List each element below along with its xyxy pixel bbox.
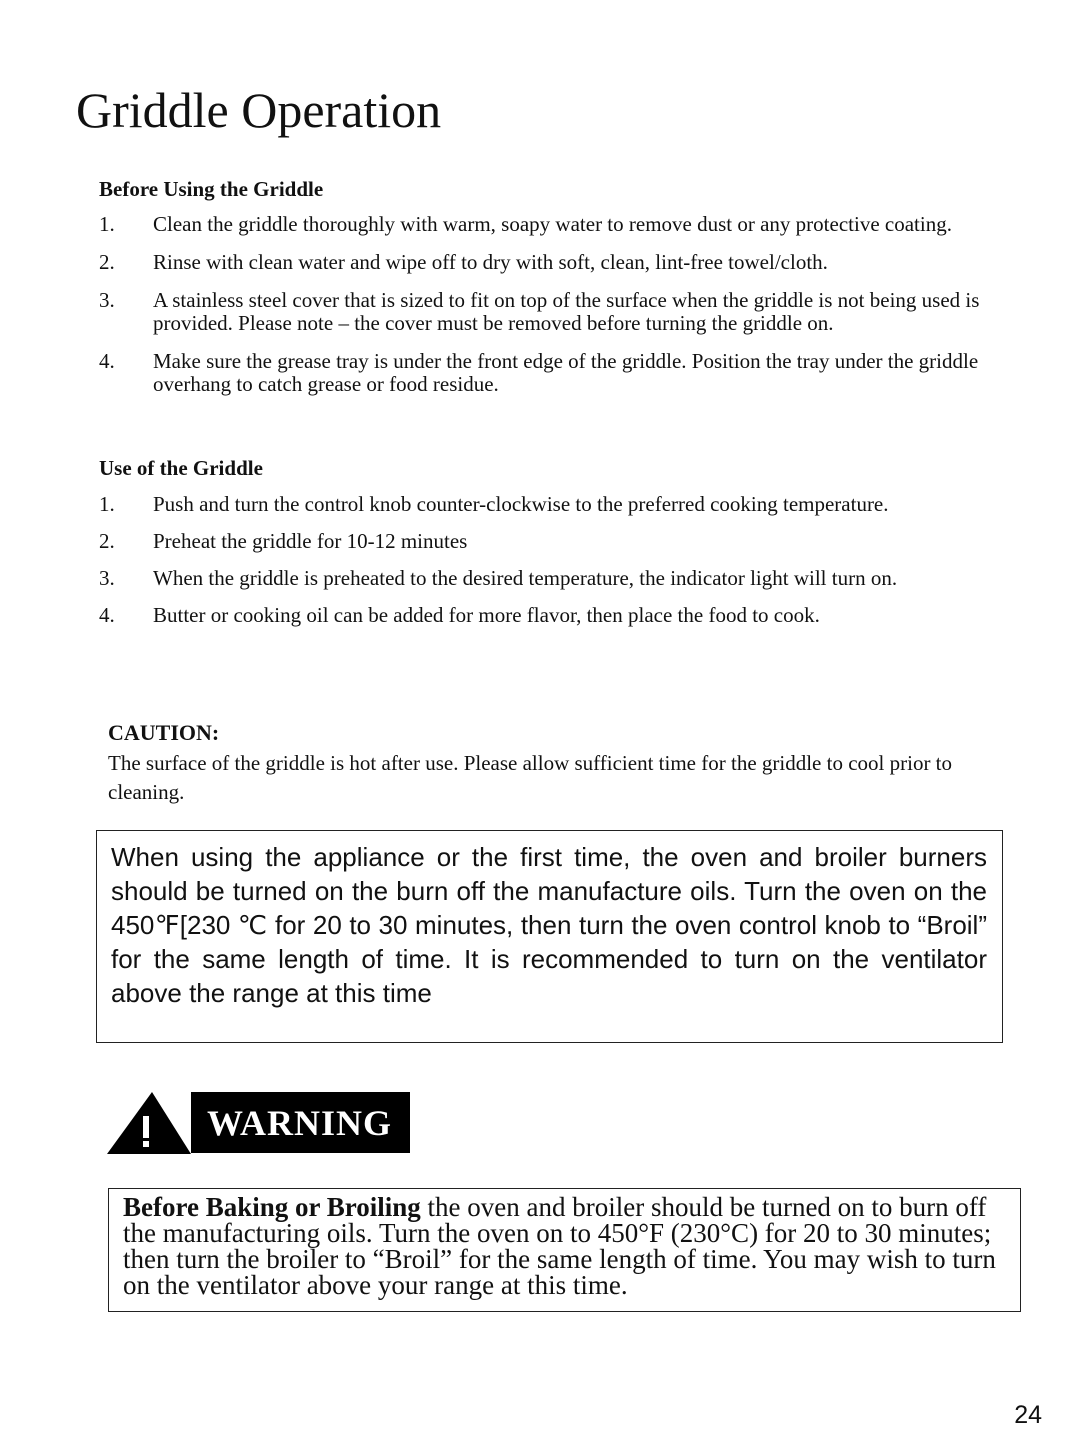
use-of-griddle-list	[99, 493, 1019, 627]
list-item	[99, 213, 1019, 236]
list-item	[99, 604, 1019, 627]
list-item	[99, 350, 1019, 396]
warning-text	[123, 1194, 1013, 1298]
list-item	[99, 530, 1019, 553]
list-item	[99, 493, 1019, 516]
list-item	[99, 251, 1019, 274]
list-text: When the griddle is preheated to the desired temperature, the indicator light will turn on.	[153, 566, 898, 590]
list-text: Clean the griddle thoroughly with warm, soapy water to remove dust or any protective coating.	[153, 212, 952, 236]
list-number: 3.	[99, 288, 115, 312]
list-number: 4.	[99, 603, 115, 627]
caution-title: CAUTION:	[108, 720, 220, 745]
list-item	[99, 567, 1019, 590]
warning-banner	[107, 1092, 410, 1154]
caution-text: The surface of the griddle is hot after use. Please allow sufficient time for the griddle to cool prior to cleaning.	[108, 751, 953, 804]
warning-box	[108, 1188, 1021, 1312]
list-text: Butter or cooking oil can be added for more flavor, then place the food to cook.	[153, 603, 820, 627]
page-number: 24	[1014, 1401, 1042, 1429]
list-text: Rinse with clean water and wipe off to dry with soft, clean, lint-free towel/cloth.	[153, 250, 828, 274]
list-item	[99, 289, 1019, 335]
list-number: 2.	[99, 529, 115, 553]
list-number: 2.	[99, 250, 115, 274]
list-text: Make sure the grease tray is under the front edge of the griddle. Position the tray under the griddle overhang to catch grease or food residue.	[153, 349, 979, 396]
list-text: Preheat the griddle for 10-12 minutes	[153, 529, 468, 553]
first-use-notice-text: When using the appliance or the first time, the oven and broiler burners should be turned on the burn off the manufacture oils. Turn the oven on the 450℉[230 ℃ for 20 to 30 minutes, then turn the oven control knob to “Broil” for the same length of time. It is recommended to turn on the ventilator above the range at this time	[111, 842, 987, 1008]
warning-body: the oven and broiler should be turned on to burn off the manufacturing oils. Turn the oven on to 450°F (230°C) for 20 to 30 minutes; then turn the broiler to “Broil” for the same length of time. You may wish to turn on the ventilator above your range at this time.	[123, 1192, 996, 1300]
use-of-griddle-heading: Use of the Griddle	[99, 456, 263, 480]
list-number: 4.	[99, 349, 115, 373]
list-text: Push and turn the control knob counter-clockwise to the preferred cooking temperature.	[153, 492, 889, 516]
warning-label: WARNING	[207, 1103, 393, 1143]
list-number: 3.	[99, 566, 115, 590]
warning-lead: Before Baking or Broiling	[123, 1192, 421, 1222]
first-use-notice-box	[96, 830, 1003, 1043]
list-number: 1.	[99, 212, 115, 236]
page-title: Griddle Operation	[76, 82, 442, 138]
before-using-list	[99, 213, 1019, 396]
before-using-heading: Before Using the Griddle	[99, 177, 324, 201]
list-number: 1.	[99, 492, 115, 516]
warning-triangle-icon	[107, 1092, 197, 1154]
list-text: A stainless steel cover that is sized to fit on top of the surface when the griddle is not being used is provided. Please note – the cover must be removed before turning the griddle on.	[153, 288, 980, 335]
